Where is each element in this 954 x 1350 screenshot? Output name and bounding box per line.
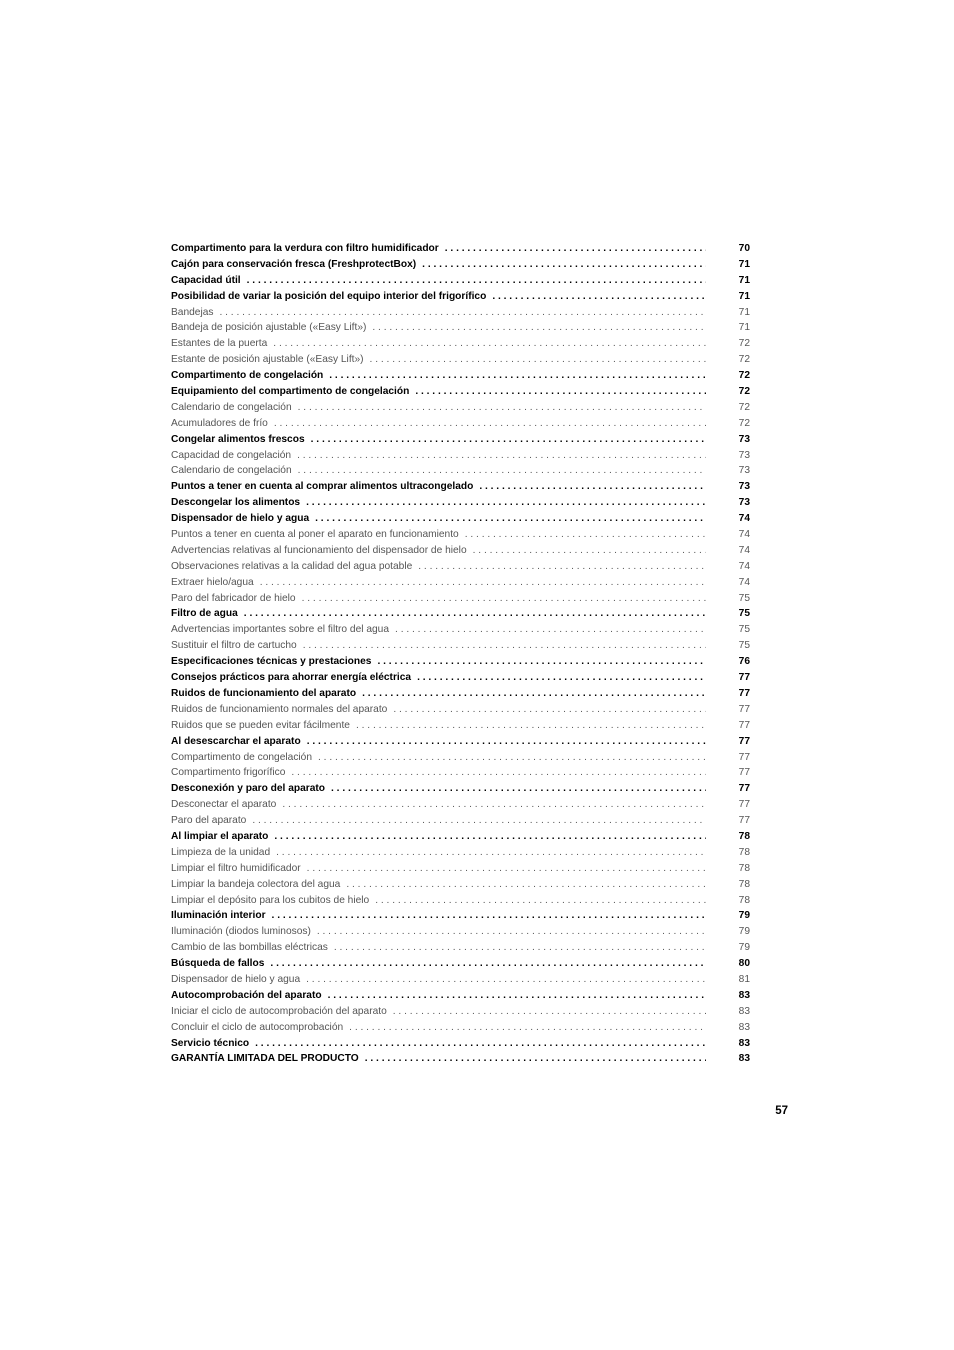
toc-entry-page: 74: [738, 560, 750, 572]
toc-entry-page: 73: [738, 481, 750, 493]
dot-leader: [328, 988, 706, 1004]
dot-leader: [375, 893, 706, 909]
toc-entry-title: Iniciar el ciclo de autocomprobación del aparato: [171, 1005, 387, 1017]
toc-entry-page: 78: [738, 830, 750, 842]
toc-entry[interactable]: [171, 368, 750, 384]
toc-entry-page: 77: [738, 783, 750, 795]
toc-entry-title: Búsqueda de fallos: [171, 958, 265, 970]
toc-entry-page: 73: [738, 433, 750, 445]
toc-entry-page: 73: [738, 449, 750, 461]
toc-entry-title: GARANTÍA LIMITADA DEL PRODUCTO: [171, 1053, 359, 1065]
toc-entry-title: Limpiar el filtro humidificador: [171, 862, 301, 874]
toc-subentry[interactable]: [171, 527, 750, 543]
dot-leader: [370, 352, 706, 368]
toc-subentry[interactable]: [171, 972, 750, 988]
dot-leader: [465, 527, 706, 543]
toc-entry[interactable]: [171, 781, 750, 797]
toc-entry-page: 77: [738, 767, 750, 779]
toc-entry-title: Acumuladores de frío: [171, 417, 268, 429]
toc-entry-page: 72: [738, 386, 750, 398]
toc-entry-page: 72: [738, 401, 750, 413]
dot-leader: [311, 432, 706, 448]
toc-entry[interactable]: [171, 241, 750, 257]
toc-entry-title: Ruidos que se pueden evitar fácilmente: [171, 719, 350, 731]
dot-leader: [274, 416, 706, 432]
toc-entry-page: 77: [738, 703, 750, 715]
dot-leader: [395, 622, 706, 638]
toc-entry[interactable]: [171, 686, 750, 702]
toc-entry-page: 75: [738, 640, 750, 652]
dot-leader: [274, 829, 706, 845]
toc-subentry[interactable]: [171, 591, 750, 607]
dot-leader: [276, 845, 706, 861]
toc-entry-page: 81: [738, 973, 750, 985]
toc-subentry[interactable]: [171, 877, 750, 893]
toc-entry-page: 77: [738, 719, 750, 731]
dot-leader: [377, 654, 706, 670]
toc-entry-title: Iluminación (diodos luminosos): [171, 926, 311, 938]
toc-entry-title: Paro del fabricador de hielo: [171, 592, 296, 604]
toc-entry-page: 74: [738, 513, 750, 525]
dot-leader: [298, 463, 706, 479]
dot-leader: [219, 305, 706, 321]
toc-entry-page: 79: [738, 926, 750, 938]
toc-subentry[interactable]: [171, 305, 750, 321]
toc-entry-title: Bandejas: [171, 306, 214, 318]
toc-entry-page: 77: [738, 815, 750, 827]
toc-entry-title: Desconectar el aparato: [171, 799, 277, 811]
toc-subentry[interactable]: [171, 940, 750, 956]
toc-entry-page: 73: [738, 497, 750, 509]
toc-entry[interactable]: [171, 432, 750, 448]
dot-leader: [479, 479, 706, 495]
toc-entry[interactable]: [171, 908, 750, 924]
toc-subentry[interactable]: [171, 797, 750, 813]
toc-entry-title: Dispensador de hielo y agua: [171, 973, 301, 985]
toc-entry-page: 75: [738, 592, 750, 604]
toc-entry-title: Concluir el ciclo de autocomprobación: [171, 1021, 344, 1033]
toc-entry-title: Estantes de la puerta: [171, 338, 268, 350]
dot-leader: [306, 972, 706, 988]
toc-entry-page: 70: [738, 243, 750, 254]
dot-leader: [302, 591, 706, 607]
toc-entry[interactable]: [171, 289, 750, 305]
toc-entry-title: Posibilidad de variar la posición del equipo interior del frigorífico: [171, 290, 487, 302]
dot-leader: [244, 606, 706, 622]
toc-entry-page: 72: [738, 417, 750, 429]
toc-entry-title: Descongelar los alimentos: [171, 497, 301, 509]
dot-leader: [473, 543, 706, 559]
toc-entry[interactable]: [171, 479, 750, 495]
toc-subentry[interactable]: [171, 813, 750, 829]
toc-entry-title: Paro del aparato: [171, 815, 247, 827]
toc-entry[interactable]: [171, 511, 750, 527]
toc-entry[interactable]: [171, 670, 750, 686]
toc-entry-page: 71: [738, 290, 750, 302]
dot-leader: [415, 384, 706, 400]
toc-entry-page: 77: [738, 672, 750, 684]
toc-entry-title: Calendario de congelación: [171, 465, 292, 477]
toc-entry[interactable]: [171, 384, 750, 400]
toc-entry[interactable]: [171, 257, 750, 273]
toc-entry-title: Puntos a tener en cuenta al comprar alimentos ultracongelado: [171, 481, 474, 493]
toc-subentry[interactable]: [171, 718, 750, 734]
dot-leader: [418, 559, 706, 575]
toc-entry-title: Cambio de las bombillas eléctricas: [171, 942, 328, 954]
toc-entry-title: Congelar alimentos frescos: [171, 433, 305, 445]
toc-subentry[interactable]: [171, 400, 750, 416]
toc-subentry[interactable]: [171, 336, 750, 352]
toc-subentry[interactable]: [171, 448, 750, 464]
toc-entry-title: Dispensador de hielo y agua: [171, 513, 310, 525]
toc-entry-title: Ruidos de funcionamiento del aparato: [171, 687, 357, 699]
toc-entry-page: 80: [738, 958, 750, 970]
toc-entry-page: 74: [738, 544, 750, 556]
dot-leader: [297, 448, 706, 464]
dot-leader: [365, 1051, 706, 1067]
dot-leader: [317, 924, 706, 940]
toc-entry[interactable]: [171, 606, 750, 622]
toc-entry-page: 75: [738, 608, 750, 620]
table-of-contents: [171, 241, 750, 1067]
toc-entry-title: Extraer hielo/agua: [171, 576, 254, 588]
dot-leader: [349, 1020, 706, 1036]
toc-subentry[interactable]: [171, 463, 750, 479]
dot-leader: [372, 320, 706, 336]
toc-entry[interactable]: [171, 956, 750, 972]
dot-leader: [252, 813, 706, 829]
toc-entry-page: 78: [738, 894, 750, 906]
toc-entry-title: Capacidad útil: [171, 274, 241, 286]
dot-leader: [315, 511, 706, 527]
toc-entry-page: 83: [738, 1021, 750, 1033]
toc-entry-title: Compartimento de congelación: [171, 370, 324, 382]
toc-entry-title: Compartimento frigorífico: [171, 767, 286, 779]
dot-leader: [346, 877, 706, 893]
dot-leader: [306, 495, 706, 511]
toc-subentry[interactable]: [171, 559, 750, 575]
dot-leader: [307, 734, 706, 750]
dot-leader: [270, 956, 706, 972]
toc-entry[interactable]: [171, 829, 750, 845]
toc-subentry[interactable]: [171, 924, 750, 940]
dot-leader: [282, 797, 706, 813]
toc-entry-page: 83: [738, 1053, 750, 1065]
toc-entry-page: 83: [738, 1005, 750, 1017]
toc-entry-title: Limpiar el depósito para los cubitos de hielo: [171, 894, 370, 906]
toc-entry-page: 72: [738, 370, 750, 382]
toc-subentry[interactable]: [171, 893, 750, 909]
toc-subentry[interactable]: [171, 638, 750, 654]
toc-subentry[interactable]: [171, 845, 750, 861]
toc-entry[interactable]: [171, 654, 750, 670]
toc-entry-title: Ruidos de funcionamiento normales del aparato: [171, 703, 388, 715]
toc-entry-title: Limpieza de la unidad: [171, 846, 271, 858]
toc-entry-title: Desconexión y paro del aparato: [171, 783, 325, 795]
toc-entry-page: 77: [738, 687, 750, 699]
toc-entry-title: Al limpiar el aparato: [171, 830, 269, 842]
dot-leader: [417, 670, 706, 686]
toc-entry-title: Sustituir el filtro de cartucho: [171, 640, 297, 652]
toc-subentry[interactable]: [171, 575, 750, 591]
toc-subentry[interactable]: [171, 622, 750, 638]
toc-subentry[interactable]: [171, 352, 750, 368]
toc-entry-title: Advertencias importantes sobre el filtro del agua: [171, 624, 390, 636]
toc-entry-page: 77: [738, 799, 750, 811]
toc-entry-title: Limpiar la bandeja colectora del agua: [171, 878, 341, 890]
dot-leader: [492, 289, 706, 305]
dot-leader: [362, 686, 706, 702]
dot-leader: [260, 575, 706, 591]
toc-subentry[interactable]: [171, 750, 750, 766]
dot-leader: [356, 718, 706, 734]
dot-leader: [273, 336, 706, 352]
toc-entry-page: 72: [738, 338, 750, 350]
dot-leader: [298, 400, 706, 416]
toc-subentry[interactable]: [171, 1020, 750, 1036]
toc-entry[interactable]: [171, 988, 750, 1004]
toc-entry-title: Autocomprobación del aparato: [171, 989, 322, 1001]
toc-entry-page: 71: [738, 258, 750, 270]
toc-entry-title: Estante de posición ajustable («Easy Lift»): [171, 354, 364, 366]
toc-entry-title: Compartimento para la verdura con filtro humidificador: [171, 243, 439, 254]
toc-entry-title: Consejos prácticos para ahorrar energía eléctrica: [171, 672, 412, 684]
toc-entry-page: 77: [738, 735, 750, 747]
toc-entry-page: 71: [738, 274, 750, 286]
toc-subentry[interactable]: [171, 1004, 750, 1020]
toc-entry-page: 83: [738, 989, 750, 1001]
toc-entry-page: 74: [738, 576, 750, 588]
toc-entry-page: 73: [738, 465, 750, 477]
toc-entry-title: Filtro de agua: [171, 608, 238, 620]
toc-entry-title: Calendario de congelación: [171, 401, 292, 413]
toc-entry[interactable]: [171, 495, 750, 511]
toc-entry-title: Bandeja de posición ajustable («Easy Lift»): [171, 322, 367, 334]
dot-leader: [307, 861, 706, 877]
toc-entry-title: Especificaciones técnicas y prestaciones: [171, 656, 372, 668]
toc-entry-page: 72: [738, 354, 750, 366]
toc-entry-title: Advertencias relativas al funcionamiento del dispensador de hielo: [171, 544, 467, 556]
dot-leader: [247, 273, 706, 289]
toc-entry-title: Observaciones relativas a la calidad del agua potable: [171, 560, 413, 572]
toc-entry-page: 78: [738, 878, 750, 890]
dot-leader: [272, 908, 706, 924]
toc-entry-page: 71: [738, 322, 750, 334]
page-number: 57: [775, 1105, 788, 1117]
toc-subentry[interactable]: [171, 861, 750, 877]
toc-entry-page: 76: [738, 656, 750, 668]
toc-entry-page: 71: [738, 306, 750, 318]
dot-leader: [291, 765, 706, 781]
dot-leader: [393, 702, 706, 718]
toc-entry-page: 83: [738, 1037, 750, 1049]
dot-leader: [329, 368, 706, 384]
toc-entry-page: 78: [738, 862, 750, 874]
dot-leader: [318, 750, 706, 766]
dot-leader: [422, 257, 706, 273]
dot-leader: [331, 781, 706, 797]
toc-entry-title: Puntos a tener en cuenta al poner el aparato en funcionamiento: [171, 529, 459, 541]
toc-subentry[interactable]: [171, 702, 750, 718]
dot-leader: [334, 940, 706, 956]
dot-leader: [303, 638, 706, 654]
toc-entry-page: 77: [738, 751, 750, 763]
toc-entry-page: 79: [738, 942, 750, 954]
toc-entry[interactable]: [171, 273, 750, 289]
dot-leader: [255, 1036, 706, 1052]
toc-entry-title: Cajón para conservación fresca (FreshprotectBox): [171, 258, 417, 270]
toc-entry[interactable]: [171, 1036, 750, 1052]
toc-subentry[interactable]: [171, 765, 750, 781]
toc-subentry[interactable]: [171, 320, 750, 336]
toc-entry-page: 75: [738, 624, 750, 636]
toc-entry-page: 78: [738, 846, 750, 858]
toc-entry-title: Compartimento de congelación: [171, 751, 313, 763]
toc-entry-title: Al desescarchar el aparato: [171, 735, 301, 747]
dot-leader: [393, 1004, 706, 1020]
toc-entry[interactable]: [171, 1051, 750, 1067]
toc-entry-title: Servicio técnico: [171, 1037, 250, 1049]
toc-entry-page: 79: [738, 910, 750, 922]
toc-entry-title: Equipamiento del compartimento de congelación: [171, 386, 410, 398]
toc-subentry[interactable]: [171, 543, 750, 559]
dot-leader: [445, 241, 706, 257]
toc-entry-page: 74: [738, 529, 750, 541]
toc-entry[interactable]: [171, 734, 750, 750]
toc-entry-title: Capacidad de congelación: [171, 449, 292, 461]
toc-entry-title: Iluminación interior: [171, 910, 266, 922]
toc-subentry[interactable]: [171, 416, 750, 432]
